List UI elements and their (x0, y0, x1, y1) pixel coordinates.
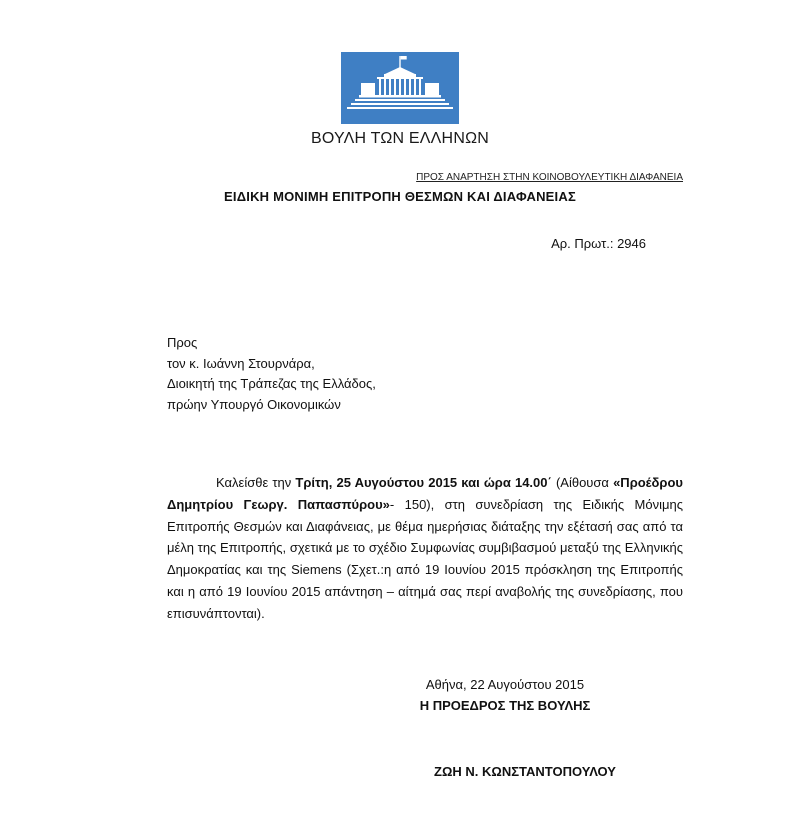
place-date: Αθήνα, 22 Αυγούστου 2015 (425, 677, 585, 692)
body-intro: Καλείσθε την (216, 475, 296, 490)
meeting-time: Τρίτη, 25 Αυγούστου 2015 και ώρα 14.00΄ (295, 475, 552, 490)
recipient-line: πρώην Υπουργό Οικονομικών (167, 396, 341, 412)
president-title: Η ΠΡΟΕΔΡΟΣ ΤΗΣ ΒΟΥΛΗΣ (419, 698, 591, 713)
protocol-number: Αρ. Πρωτ.: 2946 (551, 236, 646, 251)
posting-note: ΠΡΟΣ ΑΝΑΡΤΗΣΗ ΣΤΗΝ ΚΟΙΝΟΒΟΥΛΕΥΤΙΚΗ ΔΙΑΦΑΝΕΙΑ (416, 172, 683, 183)
recipient-line: Προς (167, 335, 198, 350)
room-name: «Προέδρου Δημητρίου Γεωργ. Παπασπύρου» (167, 475, 683, 512)
committee-title: ΕΙΔΙΚΗ ΜΟΝΙΜΗ ΕΠΙΤΡΟΠΗ ΘΕΣΜΩΝ ΚΑΙ ΔΙΑΦΑΝΕΙΑΣ (224, 189, 576, 204)
body-paragraph (167, 472, 683, 625)
body-rest: - 150), στη συνεδρίαση της Ειδικής Μόνιμης Επιτροπής Θεσμών και Διαφάνειας, με θέμα ημερήσιας διάταξης την εξέτασή σας από τα μέλη της Επιτροπής, σχετικά με το σχέδιο Συμφωνίας συμβιβασμού μεταξύ της Ελληνικής Δημοκρατίας και της Siemens (Σχετ.:η από 19 Ιουνίου 2015 πρόσκληση της Επιτροπής και η από 19 Ιουνίου 2015 απάντηση – αίτημά σας περί αναβολής της συνεδρίασης, που επισυνάπτονται). (167, 496, 683, 621)
recipient-line: τον κ. Ιωάννη Στουρνάρα, (167, 355, 315, 371)
recipient-block (167, 333, 376, 415)
room-open: (Αίθουσα (551, 475, 614, 490)
recipient-line: Διοικητή της Τράπεζας της Ελλάδος, (167, 376, 376, 392)
organization-name: ΒΟΥΛΗ ΤΩΝ ΕΛΛΗΝΩΝ (310, 130, 489, 147)
parliament-building-logo-icon (341, 52, 459, 124)
signatory-name: ΖΩΗ Ν. ΚΩΝΣΤΑΝΤΟΠΟΥΛΟΥ (434, 764, 616, 779)
